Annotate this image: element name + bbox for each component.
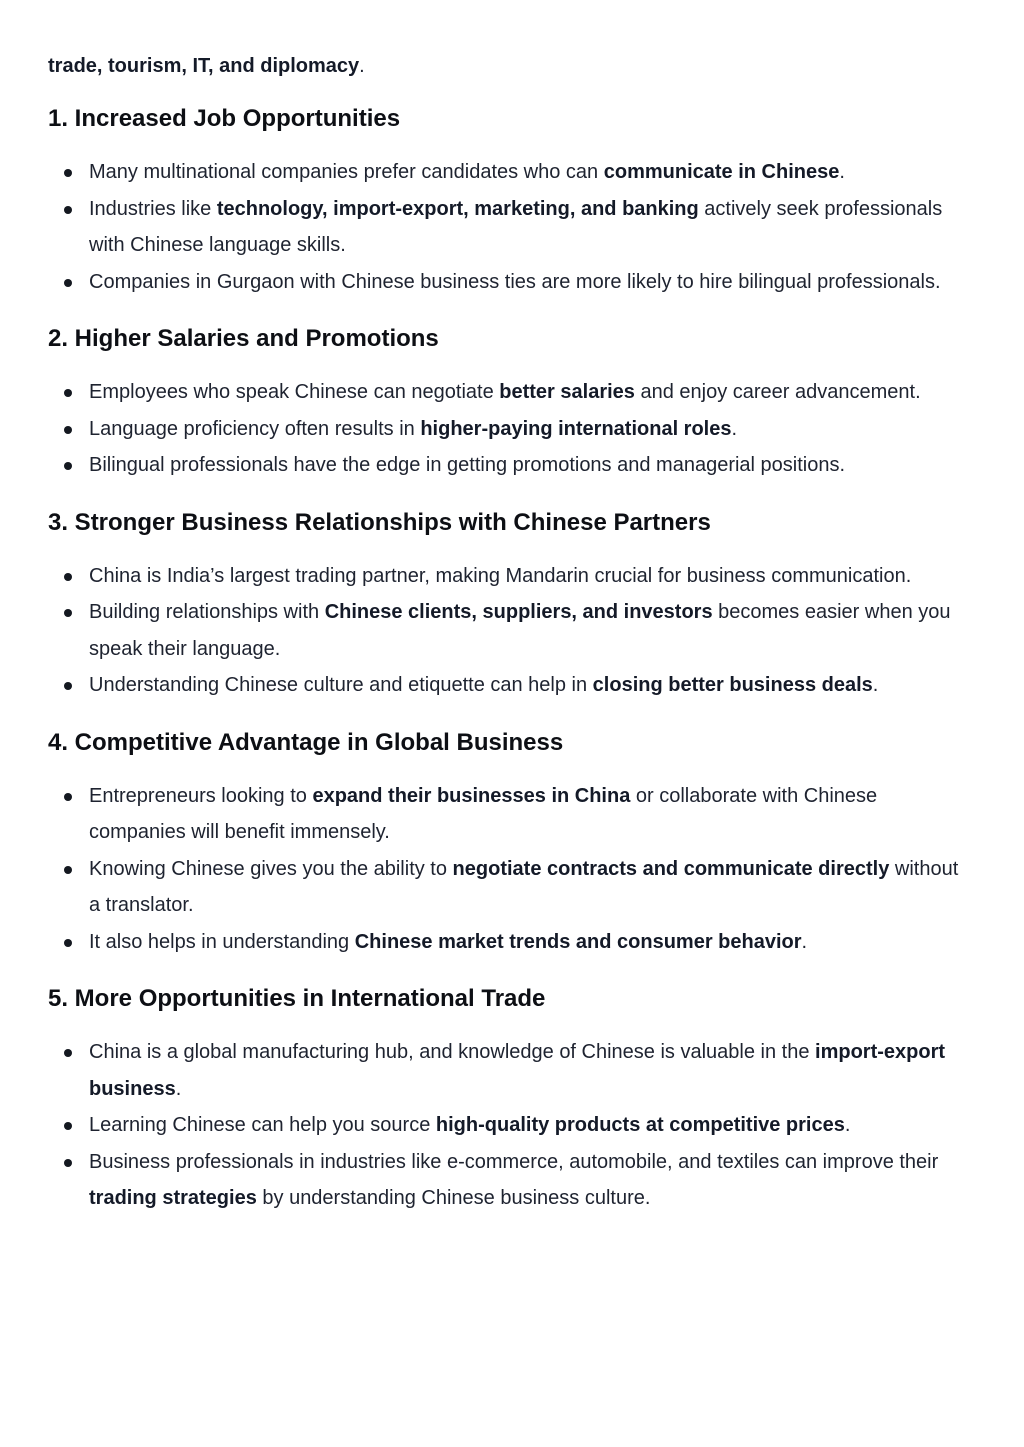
bold-text-run: expand their businesses in China — [312, 784, 631, 807]
bold-text-run: technology, import-export, marketing, and banking — [216, 197, 699, 220]
list-item — [48, 1107, 968, 1144]
text-run: Understanding Chinese culture and etiquette can help in — [89, 674, 593, 696]
list-item — [48, 778, 968, 851]
list-item — [48, 1034, 968, 1107]
list-item — [48, 924, 968, 961]
bullet-list — [48, 558, 968, 704]
list-item — [48, 851, 968, 924]
text-run: Building relationships with — [89, 601, 325, 623]
text-run: Employees who speak Chinese can negotiate — [89, 381, 500, 403]
bold-text-run: high-quality products at competitive prices — [435, 1114, 845, 1136]
text-run: . — [801, 930, 808, 953]
list-item — [48, 1144, 968, 1217]
text-run: Language proficiency often results in — [89, 417, 421, 440]
bold-text-run: Chinese market trends and consumer behavior — [354, 930, 802, 953]
list-item — [48, 191, 968, 264]
text-run: Knowing Chinese gives you the ability to — [89, 857, 453, 880]
text-run: Business professionals in industries like e-commerce, automobile, and textiles can improve their — [89, 1150, 939, 1173]
bullet-list — [48, 154, 968, 300]
text-run: Industries like — [89, 197, 217, 220]
bold-text-run: better salaries — [499, 381, 635, 403]
text-run: Bilingual professionals have the edge in getting promotions and managerial positions. — [89, 454, 846, 476]
section-heading: 5. More Opportunities in International Trade — [48, 985, 546, 1012]
text-run: without a translator. — [89, 857, 959, 916]
list-item — [48, 558, 968, 595]
section-heading: 1. Increased Job Opportunities — [48, 105, 401, 132]
text-run: or collaborate with Chinese companies will benefit immensely. — [89, 784, 878, 843]
text-run: China is India’s largest trading partner, making Mandarin crucial for business communication. — [89, 564, 912, 587]
intro-text: . — [359, 55, 365, 77]
text-run: by understanding Chinese business culture. — [256, 1187, 651, 1209]
list-item — [48, 154, 968, 191]
bold-text-run: trading strategies — [89, 1187, 257, 1209]
section-heading: 4. Competitive Advantage in Global Business — [48, 728, 564, 756]
text-run: It also helps in understanding — [89, 930, 355, 953]
list-item — [48, 667, 968, 704]
text-run: Entrepreneurs looking to — [89, 784, 313, 807]
text-run: Learning Chinese can help you source — [89, 1114, 436, 1136]
bold-text-run: Chinese clients, suppliers, and investors — [324, 601, 713, 623]
intro-bold-text: trade, tourism, IT, and diplomacy — [48, 55, 360, 77]
list-item — [48, 374, 968, 411]
text-run: . — [844, 1114, 851, 1136]
text-run: actively seek professionals with Chinese language skills. — [89, 197, 943, 256]
text-run: . — [839, 161, 845, 183]
text-run: . — [175, 1077, 182, 1100]
bullet-list — [48, 1034, 968, 1217]
bold-text-run: negotiate contracts and communicate directly — [452, 857, 890, 880]
article-body — [48, 50, 968, 1239]
text-run: . — [872, 674, 879, 696]
text-run: Many multinational companies prefer candidates who can — [89, 161, 604, 183]
list-item — [48, 264, 968, 301]
text-run: and enjoy career advancement. — [634, 381, 921, 403]
intro-paragraph — [48, 50, 968, 82]
section-heading: 2. Higher Salaries and Promotions — [48, 325, 439, 352]
bold-text-run: communicate in Chinese — [603, 161, 840, 183]
list-item — [48, 594, 968, 667]
list-item — [48, 411, 968, 448]
bullet-list — [48, 374, 968, 484]
bold-text-run: higher-paying international roles — [420, 417, 732, 440]
text-run: China is a global manufacturing hub, and knowledge of Chinese is valuable in the — [89, 1041, 816, 1063]
text-run: Companies in Gurgaon with Chinese business ties are more likely to hire bilingual professionals. — [89, 270, 941, 293]
text-run: . — [731, 417, 738, 440]
bold-text-run: closing better business deals — [592, 674, 873, 696]
bold-text-run: import-export business — [89, 1041, 946, 1100]
section-heading: 3. Stronger Business Relationships with Chinese Partners — [48, 508, 711, 536]
bullet-list — [48, 778, 968, 961]
list-item — [48, 447, 968, 484]
text-run: becomes easier when you speak their language. — [89, 601, 951, 660]
